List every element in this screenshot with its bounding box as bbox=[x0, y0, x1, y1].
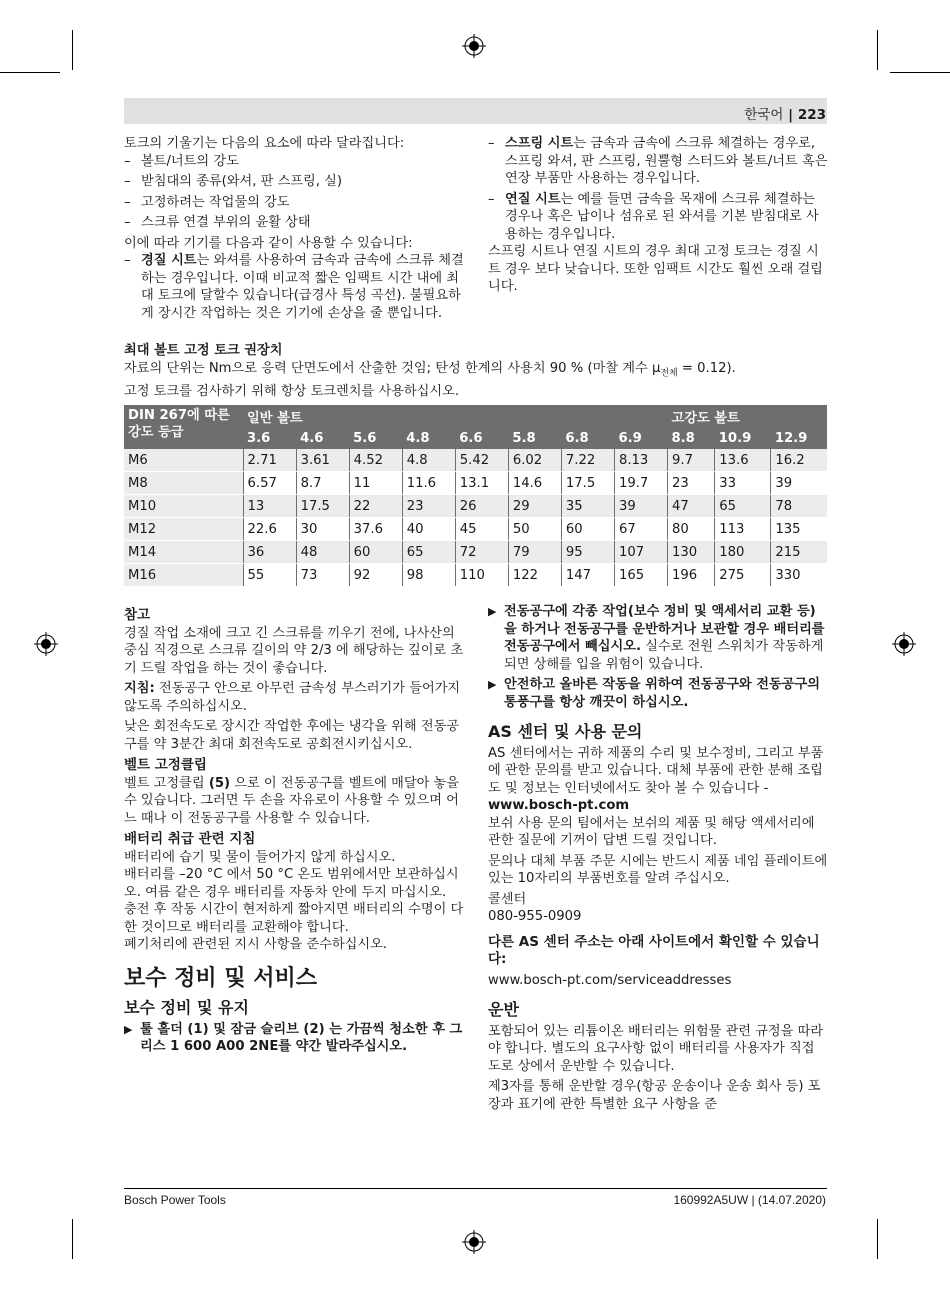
torque-value-cell: 3.61 bbox=[296, 449, 349, 472]
soft-seat-item: – 연질 시트는 예를 들면 금속을 목재에 스크류 체결하는 경우나 혹은 납이나 섬유로 된 와셔를 기본 받침대로 사용하는 경우입니다. bbox=[488, 191, 819, 242]
crop-mark bbox=[877, 30, 878, 70]
grade-header: 4.6 bbox=[296, 427, 349, 449]
upper-right-column bbox=[488, 135, 828, 296]
torque-value-cell: 11 bbox=[349, 472, 402, 495]
torque-value-cell: 23 bbox=[402, 495, 455, 518]
torque-unit-text: 자료의 단위는 Nm으로 응력 단면도에서 산출한 것임; 탄성 한계의 사용치 90 % (마찰 계수 $\mu_{전체} = 0.12$). bbox=[124, 360, 736, 379]
bolt-size-cell: M14 bbox=[124, 541, 243, 564]
torque-value-cell: 23 bbox=[668, 472, 715, 495]
torque-value-cell: 50 bbox=[508, 518, 561, 541]
as-center-heading: AS 센터 및 사용 문의 bbox=[488, 722, 643, 741]
maintenance-subtitle: 보수 정비 및 유지 bbox=[124, 998, 249, 1017]
torque-value-cell: 130 bbox=[668, 541, 715, 564]
torque-value-cell: 16.2 bbox=[771, 449, 827, 472]
table-body bbox=[124, 449, 827, 587]
grade-header: 8.8 bbox=[668, 427, 715, 449]
torque-value-cell: 165 bbox=[614, 564, 667, 587]
bolt-size-cell: M10 bbox=[124, 495, 243, 518]
factor-item: – 볼트/너트의 강도 bbox=[124, 153, 239, 169]
torque-value-cell: 14.6 bbox=[508, 472, 561, 495]
grade-header: 6.9 bbox=[614, 427, 667, 449]
torque-value-cell: 275 bbox=[715, 564, 771, 587]
torque-check-text: 고정 토크를 검사하기 위해 항상 토크렌치를 사용하십시오. bbox=[124, 383, 460, 399]
transport-text-1: 포함되어 있는 리튬이온 배터리는 위험물 관련 규정을 따라야 합니다. 별도의 요구사항 없이 배터리를 사용자가 직접 도로 상에서 운반할 수 있습니다. bbox=[488, 1023, 824, 1074]
grade-header: 4.8 bbox=[402, 427, 455, 449]
table-corner-header: DIN 267에 따른 강도 등급 bbox=[124, 405, 243, 449]
header-bar bbox=[124, 98, 827, 124]
torque-value-cell: 67 bbox=[614, 518, 667, 541]
bosch-url-link[interactable]: www.bosch-pt.com bbox=[488, 798, 630, 813]
as-center-text: AS 센터에서는 귀하 제품의 수리 및 보수정비, 그리고 부품에 관한 문의를 받고 있습니다. 대체 부품에 관한 분해 조립도 및 정보는 인터넷에서도 찾아 볼 수 있습니다 - www.bosch-pt.com bbox=[488, 745, 824, 813]
table-row bbox=[124, 495, 827, 518]
torque-value-cell: 35 bbox=[561, 495, 614, 518]
torque-value-cell: 6.02 bbox=[508, 449, 561, 472]
note-heading: 참고 bbox=[124, 607, 151, 623]
grade-header: 10.9 bbox=[715, 427, 771, 449]
intro-text: 토크의 기울기는 다음의 요소에 따라 달라집니다: bbox=[124, 136, 405, 151]
torque-value-cell: 13.6 bbox=[715, 449, 771, 472]
footer-rule bbox=[124, 1188, 827, 1189]
bolt-size-cell: M12 bbox=[124, 518, 243, 541]
torque-value-cell: 122 bbox=[508, 564, 561, 587]
call-center-label: 콜센터 bbox=[488, 891, 527, 907]
page-number: 223 bbox=[797, 107, 826, 123]
torque-section bbox=[124, 342, 834, 400]
torque-value-cell: 17.5 bbox=[296, 495, 349, 518]
crop-mark bbox=[877, 1219, 878, 1259]
torque-value-cell: 79 bbox=[508, 541, 561, 564]
bolt-size-cell: M8 bbox=[124, 472, 243, 495]
table-row bbox=[124, 541, 827, 564]
torque-value-cell: 9.7 bbox=[668, 449, 715, 472]
torque-value-cell: 147 bbox=[561, 564, 614, 587]
crop-mark bbox=[72, 1219, 73, 1259]
group-high-header: 고강도 볼트 bbox=[668, 405, 828, 427]
grade-header: 6.6 bbox=[455, 427, 508, 449]
belt-heading: 벨트 고정클립 bbox=[124, 757, 207, 773]
torque-value-cell: 17.5 bbox=[561, 472, 614, 495]
note-text: 경질 작업 소재에 크고 긴 스크류를 끼우기 전에, 나사산의 중심 직경으로 스크류 길이의 약 2/3 에 해당하는 깊이로 초기 드릴 작업을 하는 것이 좋습니다. bbox=[124, 625, 464, 676]
torque-value-cell: 19.7 bbox=[614, 472, 667, 495]
torque-value-cell: 36 bbox=[243, 541, 296, 564]
registration-mark-icon bbox=[462, 1230, 486, 1254]
torque-value-cell: 80 bbox=[668, 518, 715, 541]
torque-value-cell: 22 bbox=[349, 495, 402, 518]
group-normal-header: 일반 볼트 bbox=[243, 405, 668, 427]
seat-note: 스프링 시트나 연질 시트의 경우 최대 고정 토크는 경질 시트 경우 보다 낮습니다. 또한 임팩트 시간도 훨씬 오래 걸립니다. bbox=[488, 244, 823, 294]
torque-value-cell: 107 bbox=[614, 541, 667, 564]
page-header: 한국어 | 223 bbox=[744, 107, 826, 123]
bolt-size-cell: M6 bbox=[124, 449, 243, 472]
torque-value-cell: 4.8 bbox=[402, 449, 455, 472]
grade-header: 6.8 bbox=[561, 427, 614, 449]
torque-value-cell: 29 bbox=[508, 495, 561, 518]
torque-value-cell: 135 bbox=[771, 518, 827, 541]
spring-seat-item: – 스프링 시트는 금속과 금속에 스크류 체결하는 경우로, 스프링 와셔, 판 스프링, 원뿔형 스터드와 볼트/너트 혹은 연장 부품만 사용하는 경우입니다. bbox=[488, 136, 828, 186]
torque-value-cell: 5.42 bbox=[455, 449, 508, 472]
maintenance-title: 보수 정비 및 서비스 bbox=[124, 965, 317, 991]
table-row bbox=[124, 472, 827, 495]
torque-value-cell: 13.1 bbox=[455, 472, 508, 495]
torque-value-cell: 113 bbox=[715, 518, 771, 541]
registration-mark-icon bbox=[462, 34, 486, 58]
torque-value-cell: 47 bbox=[668, 495, 715, 518]
torque-table bbox=[124, 405, 827, 587]
usage-intro: 이에 따라 기기를 다음과 같이 사용할 수 있습니다: bbox=[124, 235, 413, 251]
lower-right-column bbox=[488, 603, 828, 1113]
torque-value-cell: 2.71 bbox=[243, 449, 296, 472]
as-center-text-3: 문의나 대체 부품 주문 시에는 반드시 제품 네임 플레이트에 있는 10자리의 부품번호를 알려 주십시오. bbox=[488, 853, 828, 886]
crop-mark bbox=[72, 30, 73, 70]
battery-text-2: 배터리를 –20 °C 에서 50 °C 온도 범위에서만 보관하십시오. 여름 같은 경우 배터리를 자동차 안에 두지 마십시오. bbox=[124, 867, 459, 900]
torque-value-cell: 72 bbox=[455, 541, 508, 564]
torque-value-cell: 60 bbox=[349, 541, 402, 564]
factor-item: – 받침대의 종류(와셔, 판 스프링, 실) bbox=[124, 174, 343, 189]
battery-heading: 배터리 취급 관련 지침 bbox=[124, 831, 256, 847]
upper-left-column bbox=[124, 135, 464, 322]
torque-value-cell: 11.6 bbox=[402, 472, 455, 495]
torque-value-cell: 60 bbox=[561, 518, 614, 541]
other-as-heading: 다른 AS 센터 주소는 아래 사이트에서 확인할 수 있습니다: bbox=[488, 933, 820, 967]
torque-value-cell: 196 bbox=[668, 564, 715, 587]
torque-value-cell: 180 bbox=[715, 541, 771, 564]
torque-value-cell: 39 bbox=[614, 495, 667, 518]
torque-value-cell: 65 bbox=[402, 541, 455, 564]
registration-mark-icon bbox=[892, 632, 916, 656]
crop-mark bbox=[0, 72, 60, 73]
table-row bbox=[124, 518, 827, 541]
keep-clean-bullet: ▶ 안전하고 올바른 작동을 위하여 전동공구와 전동공구의 통풍구를 항상 깨끗이 하십시오. bbox=[488, 677, 820, 710]
footer-left: Bosch Power Tools bbox=[124, 1193, 226, 1207]
torque-value-cell: 95 bbox=[561, 541, 614, 564]
torque-value-cell: 98 bbox=[402, 564, 455, 587]
table-row bbox=[124, 564, 827, 587]
torque-value-cell: 8.13 bbox=[614, 449, 667, 472]
torque-value-cell: 6.57 bbox=[243, 472, 296, 495]
torque-value-cell: 4.52 bbox=[349, 449, 402, 472]
torque-value-cell: 330 bbox=[771, 564, 827, 587]
crop-mark bbox=[890, 72, 950, 73]
factor-item: – 스크류 연결 부위의 윤활 상태 bbox=[124, 215, 311, 230]
bolt-size-cell: M16 bbox=[124, 564, 243, 587]
footer-right: 160992A5UW | (14.07.2020) bbox=[673, 1193, 826, 1207]
torque-value-cell: 48 bbox=[296, 541, 349, 564]
guide-text: 지침: 전동공구 안으로 아무런 금속성 부스러기가 들어가지 않도록 주의하십시오. bbox=[124, 681, 461, 714]
torque-value-cell: 215 bbox=[771, 541, 827, 564]
header-language: 한국어 bbox=[744, 107, 784, 123]
grade-header: 5.6 bbox=[349, 427, 402, 449]
torque-value-cell: 22.6 bbox=[243, 518, 296, 541]
torque-value-cell: 26 bbox=[455, 495, 508, 518]
torque-value-cell: 65 bbox=[715, 495, 771, 518]
service-address-link[interactable]: www.bosch-pt.com/serviceaddresses bbox=[488, 972, 732, 988]
transport-text-2: 제3자를 통해 운반할 경우(항공 운송이나 운송 회사 등) 포장과 표기에 관한 특별한 요구 사항을 준 bbox=[488, 1079, 821, 1112]
battery-text-1: 배터리에 습기 및 물이 들어가지 않게 하십시오. bbox=[124, 849, 396, 865]
torque-value-cell: 8.7 bbox=[296, 472, 349, 495]
torque-value-cell: 73 bbox=[296, 564, 349, 587]
torque-value-cell: 37.6 bbox=[349, 518, 402, 541]
maintenance-bullet: ▶ 툴 홀더 (1) 및 잠금 슬리브 (2) 는 가끔씩 청소한 후 그리스 1 600 A00 2NE를 약간 발라주십시오. bbox=[124, 1021, 463, 1054]
registration-mark-icon bbox=[34, 632, 58, 656]
torque-value-cell: 78 bbox=[771, 495, 827, 518]
battery-text-3: 충전 후 작동 시간이 현저하게 짧아지면 배터리의 수명이 다한 것이므로 배터리를 교환해야 합니다. bbox=[124, 902, 464, 935]
torque-value-cell: 40 bbox=[402, 518, 455, 541]
lower-left-column bbox=[124, 603, 464, 1056]
call-center-number: 080-955-0909 bbox=[488, 909, 582, 924]
torque-value-cell: 13 bbox=[243, 495, 296, 518]
torque-value-cell: 55 bbox=[243, 564, 296, 587]
hard-seat-item: – 경질 시트는 와셔를 사용하여 금속과 금속에 스크류 체결하는 경우입니다. 이때 비교적 짧은 임팩트 시간 내에 최대 토크에 달할수 있습니다(급경사 특성 곡선). 불필요하게 장시간 작업하는 것은 기기에 손상을 줄 뿐입니다. bbox=[124, 253, 464, 321]
cooling-text: 낮은 회전속도로 장시간 작업한 후에는 냉각을 위해 전동공구를 약 3분간 최대 회전속도로 공회전시키십시오. bbox=[124, 719, 460, 752]
belt-text: 벨트 고정클립 (5) 으로 이 전동공구를 벨트에 매달아 놓을 수 있습니다. 그러면 두 손을 자유로이 사용할 수 있으며 어느 때나 이 전동공구를 사용할 수 있습니다. bbox=[124, 775, 460, 826]
grade-header: 3.6 bbox=[243, 427, 296, 449]
torque-value-cell: 92 bbox=[349, 564, 402, 587]
torque-value-cell: 39 bbox=[771, 472, 827, 495]
torque-value-cell: 110 bbox=[455, 564, 508, 587]
transport-heading: 운반 bbox=[488, 1000, 519, 1019]
factor-item: – 고정하려는 작업물의 강도 bbox=[124, 194, 290, 210]
torque-value-cell: 30 bbox=[296, 518, 349, 541]
torque-value-cell: 33 bbox=[715, 472, 771, 495]
torque-value-cell: 45 bbox=[455, 518, 508, 541]
grade-header: 12.9 bbox=[771, 427, 827, 449]
table-row bbox=[124, 449, 827, 472]
torque-value-cell: 7.22 bbox=[561, 449, 614, 472]
torque-heading: 최대 볼트 고정 토크 권장치 bbox=[124, 343, 283, 358]
grade-header: 5.8 bbox=[508, 427, 561, 449]
as-center-text-2: 보쉬 사용 문의 팀에서는 보쉬의 제품 및 해당 액세서리에 관한 질문에 기꺼이 답변 드릴 것입니다. bbox=[488, 815, 815, 848]
battery-text-4: 폐기처리에 관련된 지시 사항을 준수하십시오. bbox=[124, 937, 388, 952]
battery-removal-bullet: ▶ 전동공구에 각종 작업(보수 정비 및 액세서리 교환 등)을 하거나 전동공구를 운반하거나 보관할 경우 배터리를 전동공구에서 빼십시오. 실수로 전원 스위치가 작동하게 되면 상해를 입을 위험이 있습니다. bbox=[488, 604, 825, 672]
